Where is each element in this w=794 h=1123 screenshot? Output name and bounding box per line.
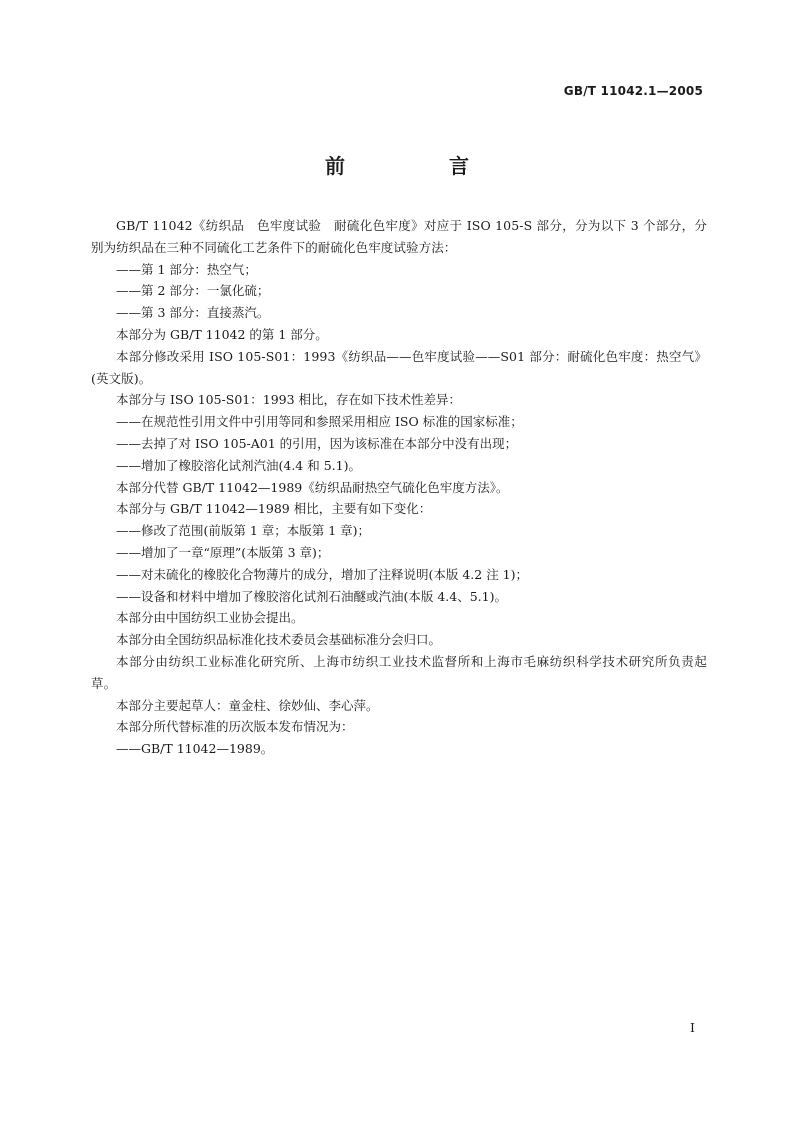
paragraph-part-statement: 本部分为 GB/T 11042 的第 1 部分。 xyxy=(116,326,328,342)
paragraph-changes-intro: 本部分与 GB/T 11042—1989 相比，主要有如下变化： xyxy=(116,501,432,517)
paragraph-adoption: 本部分修改采用 ISO 105-S01：1993《纺织品——色牢度试验——S01 部分：耐硫化色牢度：热空气》(英文版)。 xyxy=(91,348,707,386)
list-item-part-3: ——第 3 部分：直接蒸汽。 xyxy=(116,305,270,321)
foreword-body xyxy=(91,215,707,760)
page-number: I xyxy=(690,1020,695,1035)
paragraph-replaces: 本部分代替 GB/T 11042—1989《纺织品耐热空气硫化色牢度方法》。 xyxy=(116,479,509,495)
list-item-change: ——设备和材料中增加了橡胶溶化试剂石油醚或汽油(本版 4.4、5.1)。 xyxy=(116,588,507,604)
paragraph-history-intro: 本部分所代替标准的历次版本发布情况为： xyxy=(116,719,354,735)
paragraph-centralized-by: 本部分由全国纺织品标准化技术委员会基础标准分会归口。 xyxy=(116,632,442,648)
standard-number: GB/T 11042.1—2005 xyxy=(563,84,703,98)
list-item-difference: ——在规范性引用文件中引用等同和参照采用相应 ISO 标准的国家标准； xyxy=(116,414,523,430)
list-item-part-1: ——第 1 部分：热空气； xyxy=(116,261,257,277)
paragraph-drafted-by: 本部分由纺织工业标准化研究所、上海市纺织工业技术监督所和上海市毛麻纺织科学技术研究所负责起草。 xyxy=(91,653,707,691)
list-item-difference: ——增加了橡胶溶化试剂汽油(4.4 和 5.1)。 xyxy=(116,457,361,473)
paragraph-differences-intro: 本部分与 ISO 105-S01：1993 相比，存在如下技术性差异： xyxy=(116,392,462,408)
paragraph-drafters: 本部分主要起草人：童金柱、徐妙仙、李心萍。 xyxy=(116,697,379,713)
list-item-difference: ——去掉了对 ISO 105-A01 的引用，因为该标准在本部分中没有出现； xyxy=(116,435,518,451)
list-item-change: ——对未硫化的橡胶化合物薄片的成分，增加了注释说明(本版 4.2 注 1)； xyxy=(116,566,529,582)
paragraph-proposed-by: 本部分由中国纺织工业协会提出。 xyxy=(116,610,304,626)
list-item-change: ——修改了范围(前版第 1 章；本版第 1 章)； xyxy=(116,523,371,539)
list-item-part-2: ——第 2 部分：一氯化硫； xyxy=(116,283,270,299)
page-title: 前 言 xyxy=(325,154,511,178)
list-item-history: ——GB/T 11042—1989。 xyxy=(116,741,274,757)
paragraph-intro: GB/T 11042《纺织品 色牢度试验 耐硫化色牢度》对应于 ISO 105-S 部分，分为以下 3 个部分，分别为纺织品在三种不同硫化工艺条件下的耐硫化色牢度试验方法： xyxy=(91,218,707,255)
list-item-change: ——增加了一章“原理”(本版第 3 章)； xyxy=(116,544,330,560)
